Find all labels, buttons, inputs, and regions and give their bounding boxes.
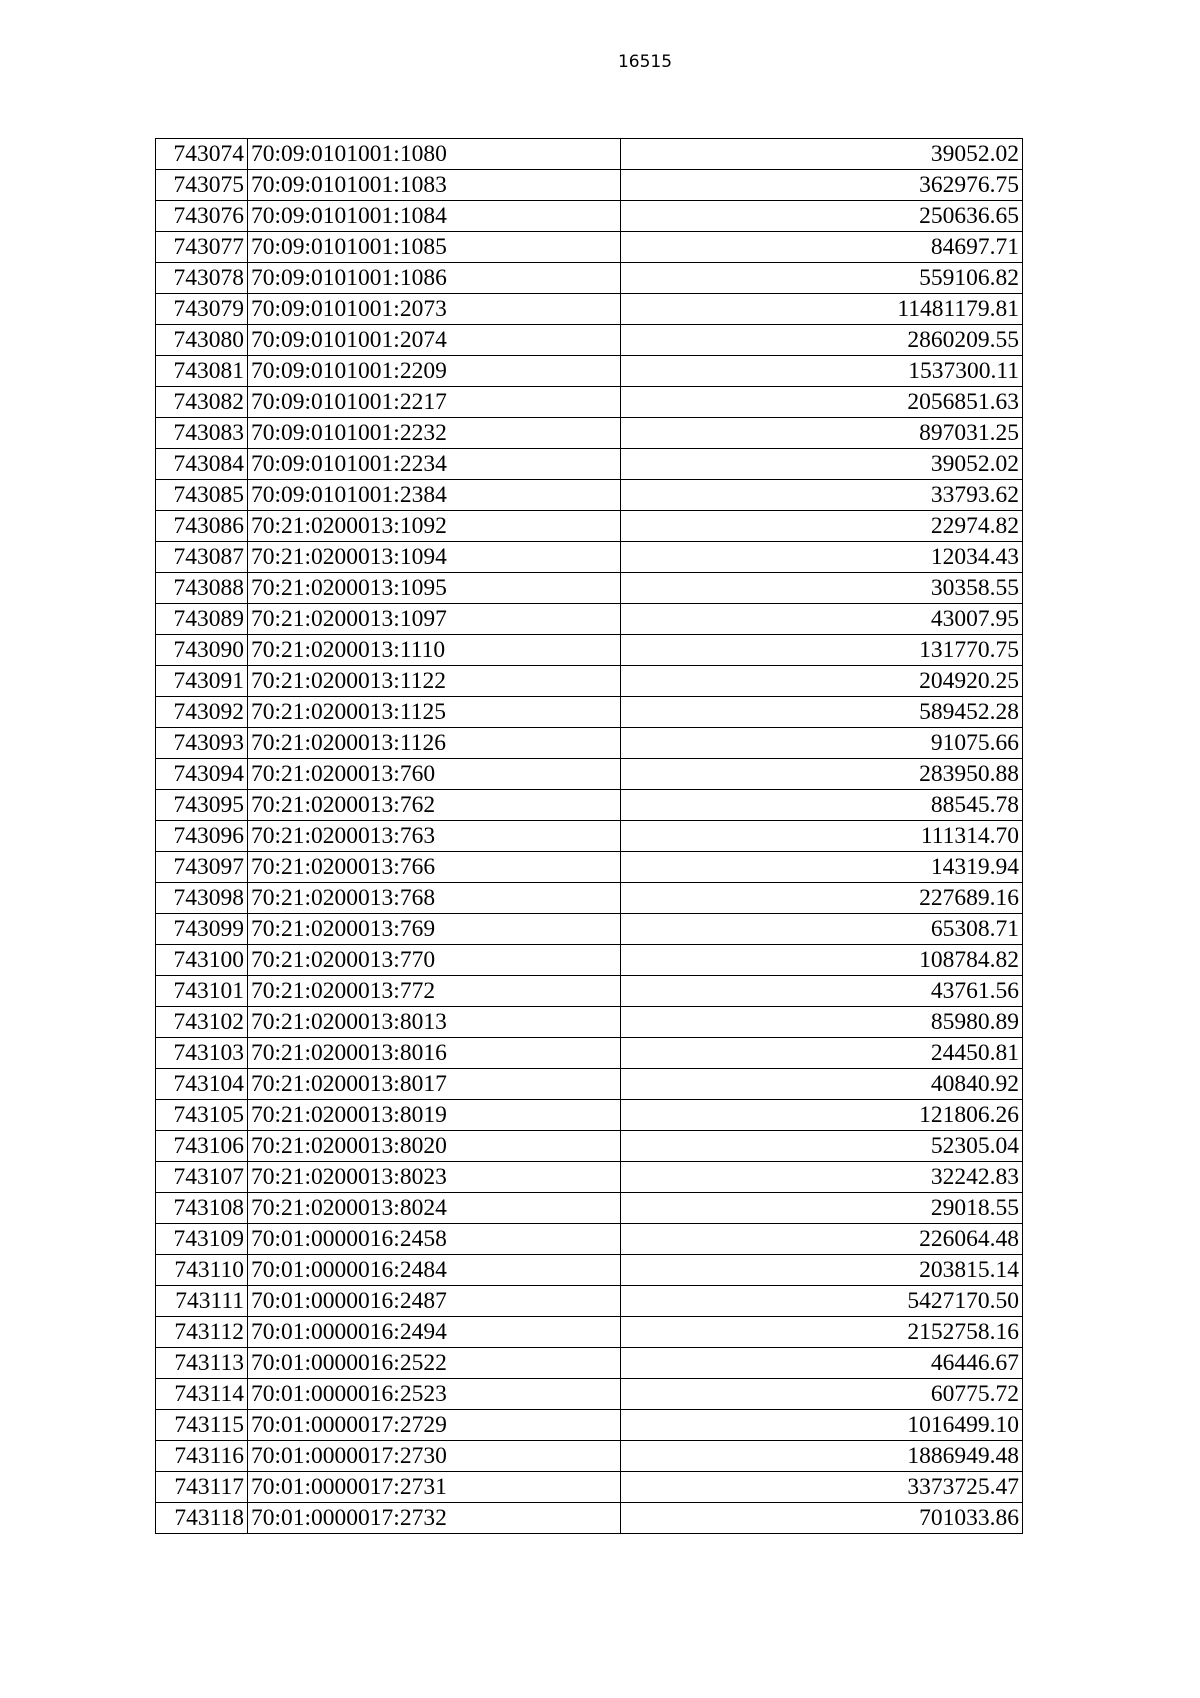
table-row: [156, 1317, 1023, 1348]
row-number-cell: 743116: [156, 1441, 248, 1472]
table-row: [156, 1410, 1023, 1441]
table-row: [156, 1503, 1023, 1534]
cadastral-number-cell: 70:09:0101001:1084: [248, 201, 621, 232]
table-row: [156, 976, 1023, 1007]
row-number-cell: 743097: [156, 852, 248, 883]
row-number-cell: 743100: [156, 945, 248, 976]
row-number-cell: 743103: [156, 1038, 248, 1069]
cadastral-number-cell: 70:09:0101001:2073: [248, 294, 621, 325]
table-row: [156, 1100, 1023, 1131]
cadastral-value-cell: 46446.67: [621, 1348, 1023, 1379]
table-row: [156, 883, 1023, 914]
cadastral-value-cell: 283950.88: [621, 759, 1023, 790]
cadastral-number-cell: 70:09:0101001:2384: [248, 480, 621, 511]
cadastral-number-cell: 70:01:0000016:2487: [248, 1286, 621, 1317]
cadastral-value-cell: 226064.48: [621, 1224, 1023, 1255]
cadastral-number-cell: 70:21:0200013:770: [248, 945, 621, 976]
row-number-cell: 743081: [156, 356, 248, 387]
cadastral-number-cell: 70:21:0200013:1092: [248, 511, 621, 542]
cadastral-value-cell: 84697.71: [621, 232, 1023, 263]
cadastral-number-cell: 70:01:0000017:2729: [248, 1410, 621, 1441]
row-number-cell: 743117: [156, 1472, 248, 1503]
cadastral-number-cell: 70:21:0200013:766: [248, 852, 621, 883]
cadastral-number-cell: 70:01:0000017:2732: [248, 1503, 621, 1534]
table-row: [156, 790, 1023, 821]
row-number-cell: 743084: [156, 449, 248, 480]
table-row: [156, 449, 1023, 480]
cadastral-value-cell: 131770.75: [621, 635, 1023, 666]
cadastral-number-cell: 70:21:0200013:8019: [248, 1100, 621, 1131]
table-row: [156, 821, 1023, 852]
row-number-cell: 743085: [156, 480, 248, 511]
row-number-cell: 743112: [156, 1317, 248, 1348]
table-row: [156, 263, 1023, 294]
cadastral-number-cell: 70:21:0200013:1094: [248, 542, 621, 573]
cadastral-value-cell: 897031.25: [621, 418, 1023, 449]
table-row: [156, 1193, 1023, 1224]
cadastral-value-cell: 43007.95: [621, 604, 1023, 635]
table-row: [156, 573, 1023, 604]
table-row: [156, 387, 1023, 418]
row-number-cell: 743088: [156, 573, 248, 604]
cadastral-number-cell: 70:01:0000016:2458: [248, 1224, 621, 1255]
table-row: [156, 201, 1023, 232]
table-row: [156, 1441, 1023, 1472]
row-number-cell: 743110: [156, 1255, 248, 1286]
row-number-cell: 743098: [156, 883, 248, 914]
row-number-cell: 743106: [156, 1131, 248, 1162]
cadastral-number-cell: 70:21:0200013:772: [248, 976, 621, 1007]
table-row: [156, 759, 1023, 790]
cadastral-number-cell: 70:21:0200013:1125: [248, 697, 621, 728]
table-row: [156, 1472, 1023, 1503]
cadastral-number-cell: 70:09:0101001:2217: [248, 387, 621, 418]
cadastral-value-cell: 203815.14: [621, 1255, 1023, 1286]
table-body: [156, 139, 1023, 1534]
row-number-cell: 743074: [156, 139, 248, 170]
cadastral-value-cell: 559106.82: [621, 263, 1023, 294]
row-number-cell: 743083: [156, 418, 248, 449]
cadastral-value-cell: 12034.43: [621, 542, 1023, 573]
row-number-cell: 743080: [156, 325, 248, 356]
row-number-cell: 743111: [156, 1286, 248, 1317]
table-row: [156, 1131, 1023, 1162]
cadastral-number-cell: 70:21:0200013:763: [248, 821, 621, 852]
cadastral-value-cell: 2056851.63: [621, 387, 1023, 418]
table-row: [156, 1286, 1023, 1317]
row-number-cell: 743079: [156, 294, 248, 325]
cadastral-value-cell: 39052.02: [621, 139, 1023, 170]
row-number-cell: 743115: [156, 1410, 248, 1441]
cadastral-number-cell: 70:21:0200013:1110: [248, 635, 621, 666]
row-number-cell: 743104: [156, 1069, 248, 1100]
cadastral-number-cell: 70:01:0000017:2731: [248, 1472, 621, 1503]
row-number-cell: 743078: [156, 263, 248, 294]
table-row: [156, 635, 1023, 666]
cadastral-number-cell: 70:09:0101001:2232: [248, 418, 621, 449]
table-row: [156, 1162, 1023, 1193]
row-number-cell: 743118: [156, 1503, 248, 1534]
row-number-cell: 743090: [156, 635, 248, 666]
cadastral-number-cell: 70:09:0101001:1083: [248, 170, 621, 201]
cadastral-number-cell: 70:01:0000016:2523: [248, 1379, 621, 1410]
row-number-cell: 743095: [156, 790, 248, 821]
cadastral-value-cell: 32242.83: [621, 1162, 1023, 1193]
table-row: [156, 852, 1023, 883]
cadastral-number-cell: 70:21:0200013:8017: [248, 1069, 621, 1100]
row-number-cell: 743096: [156, 821, 248, 852]
row-number-cell: 743087: [156, 542, 248, 573]
table-row: [156, 232, 1023, 263]
row-number-cell: 743092: [156, 697, 248, 728]
row-number-cell: 743091: [156, 666, 248, 697]
cadastral-value-cell: 1886949.48: [621, 1441, 1023, 1472]
cadastral-number-cell: 70:21:0200013:8023: [248, 1162, 621, 1193]
cadastral-value-cell: 250636.65: [621, 201, 1023, 232]
cadastral-value-cell: 11481179.81: [621, 294, 1023, 325]
cadastral-value-cell: 22974.82: [621, 511, 1023, 542]
cadastral-number-cell: 70:21:0200013:768: [248, 883, 621, 914]
cadastral-value-cell: 108784.82: [621, 945, 1023, 976]
page-number: 16515: [617, 52, 673, 72]
cadastral-value-cell: 1537300.11: [621, 356, 1023, 387]
cadastral-number-cell: 70:21:0200013:762: [248, 790, 621, 821]
cadastral-number-cell: 70:21:0200013:1095: [248, 573, 621, 604]
table-row: [156, 1069, 1023, 1100]
cadastral-number-cell: 70:09:0101001:1086: [248, 263, 621, 294]
table-row: [156, 170, 1023, 201]
cadastral-value-table: [155, 138, 1023, 1534]
table-row: [156, 914, 1023, 945]
cadastral-value-cell: 701033.86: [621, 1503, 1023, 1534]
table-row: [156, 666, 1023, 697]
cadastral-number-cell: 70:21:0200013:769: [248, 914, 621, 945]
cadastral-value-cell: 111314.70: [621, 821, 1023, 852]
table-row: [156, 542, 1023, 573]
row-number-cell: 743102: [156, 1007, 248, 1038]
row-number-cell: 743082: [156, 387, 248, 418]
table-row: [156, 511, 1023, 542]
cadastral-number-cell: 70:21:0200013:8016: [248, 1038, 621, 1069]
cadastral-value-cell: 43761.56: [621, 976, 1023, 1007]
cadastral-number-cell: 70:21:0200013:8013: [248, 1007, 621, 1038]
cadastral-number-cell: 70:09:0101001:1085: [248, 232, 621, 263]
row-number-cell: 743089: [156, 604, 248, 635]
cadastral-value-cell: 14319.94: [621, 852, 1023, 883]
table-row: [156, 356, 1023, 387]
table-row: [156, 1255, 1023, 1286]
row-number-cell: 743114: [156, 1379, 248, 1410]
row-number-cell: 743109: [156, 1224, 248, 1255]
cadastral-value-cell: 40840.92: [621, 1069, 1023, 1100]
row-number-cell: 743107: [156, 1162, 248, 1193]
cadastral-number-cell: 70:21:0200013:8024: [248, 1193, 621, 1224]
cadastral-number-cell: 70:21:0200013:1126: [248, 728, 621, 759]
row-number-cell: 743077: [156, 232, 248, 263]
cadastral-value-cell: 60775.72: [621, 1379, 1023, 1410]
cadastral-value-cell: 24450.81: [621, 1038, 1023, 1069]
table-row: [156, 1224, 1023, 1255]
cadastral-value-cell: 65308.71: [621, 914, 1023, 945]
row-number-cell: 743093: [156, 728, 248, 759]
row-number-cell: 743113: [156, 1348, 248, 1379]
cadastral-number-cell: 70:01:0000016:2494: [248, 1317, 621, 1348]
row-number-cell: 743075: [156, 170, 248, 201]
cadastral-number-cell: 70:21:0200013:1122: [248, 666, 621, 697]
cadastral-value-cell: 30358.55: [621, 573, 1023, 604]
cadastral-value-cell: 589452.28: [621, 697, 1023, 728]
cadastral-value-cell: 29018.55: [621, 1193, 1023, 1224]
row-number-cell: 743076: [156, 201, 248, 232]
cadastral-value-cell: 2152758.16: [621, 1317, 1023, 1348]
cadastral-number-cell: 70:01:0000017:2730: [248, 1441, 621, 1472]
cadastral-number-cell: 70:09:0101001:2234: [248, 449, 621, 480]
cadastral-value-cell: 52305.04: [621, 1131, 1023, 1162]
table-row: [156, 728, 1023, 759]
table-row: [156, 480, 1023, 511]
cadastral-value-cell: 204920.25: [621, 666, 1023, 697]
row-number-cell: 743086: [156, 511, 248, 542]
table-row: [156, 604, 1023, 635]
table-row: [156, 1379, 1023, 1410]
table-row: [156, 325, 1023, 356]
table-row: [156, 1007, 1023, 1038]
cadastral-value-cell: 227689.16: [621, 883, 1023, 914]
cadastral-value-cell: 85980.89: [621, 1007, 1023, 1038]
cadastral-value-cell: 5427170.50: [621, 1286, 1023, 1317]
cadastral-number-cell: 70:21:0200013:1097: [248, 604, 621, 635]
cadastral-value-cell: 33793.62: [621, 480, 1023, 511]
cadastral-number-cell: 70:01:0000016:2522: [248, 1348, 621, 1379]
cadastral-value-cell: 3373725.47: [621, 1472, 1023, 1503]
row-number-cell: 743101: [156, 976, 248, 1007]
table-row: [156, 1348, 1023, 1379]
row-number-cell: 743099: [156, 914, 248, 945]
cadastral-number-cell: 70:09:0101001:1080: [248, 139, 621, 170]
cadastral-number-cell: 70:09:0101001:2074: [248, 325, 621, 356]
table-row: [156, 294, 1023, 325]
cadastral-number-cell: 70:09:0101001:2209: [248, 356, 621, 387]
cadastral-value-cell: 362976.75: [621, 170, 1023, 201]
cadastral-value-cell: 1016499.10: [621, 1410, 1023, 1441]
table-row: [156, 697, 1023, 728]
cadastral-value-cell: 2860209.55: [621, 325, 1023, 356]
cadastral-value-cell: 39052.02: [621, 449, 1023, 480]
cadastral-number-cell: 70:21:0200013:760: [248, 759, 621, 790]
table-row: [156, 139, 1023, 170]
row-number-cell: 743108: [156, 1193, 248, 1224]
row-number-cell: 743094: [156, 759, 248, 790]
table-row: [156, 1038, 1023, 1069]
table-row: [156, 418, 1023, 449]
cadastral-number-cell: 70:21:0200013:8020: [248, 1131, 621, 1162]
row-number-cell: 743105: [156, 1100, 248, 1131]
cadastral-value-cell: 88545.78: [621, 790, 1023, 821]
cadastral-value-cell: 91075.66: [621, 728, 1023, 759]
cadastral-number-cell: 70:01:0000016:2484: [248, 1255, 621, 1286]
cadastral-value-cell: 121806.26: [621, 1100, 1023, 1131]
table-row: [156, 945, 1023, 976]
